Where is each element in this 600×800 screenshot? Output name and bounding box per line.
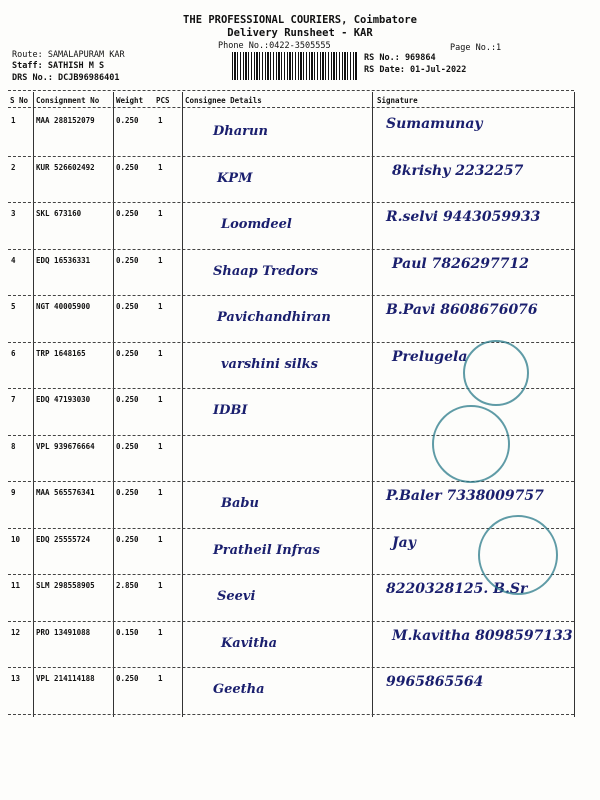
col-consignment: Consignment No — [36, 96, 100, 105]
signature-handwriting: Jay — [392, 534, 416, 551]
row-weight: 0.250 — [116, 395, 139, 404]
row-sno: 13 — [11, 674, 21, 683]
row-consignment: SKL 673160 — [36, 209, 82, 218]
row-consignment: PRO 13491088 — [36, 627, 91, 637]
rs-number: RS No.: 969864 — [364, 53, 436, 63]
signature-handwriting: B.Pavi 8608676076 — [386, 302, 538, 318]
row-weight: 0.150 — [116, 627, 139, 637]
row-weight: 2.850 — [116, 581, 139, 590]
consignee-handwriting: Dharun — [213, 124, 268, 139]
row-pcs: 1 — [158, 488, 163, 497]
sheet-title: Delivery Runsheet - KAR — [227, 27, 373, 39]
signature-handwriting: 8220328125. B.Sr — [386, 581, 528, 597]
table-row — [8, 296, 574, 342]
row-sno: 12 — [11, 627, 21, 637]
row-pcs: 1 — [158, 255, 163, 265]
row-sno: 3 — [11, 209, 16, 218]
row-sno: 5 — [11, 302, 16, 311]
signature-handwriting: Prelugela — [392, 348, 468, 365]
col-consignee: Consignee Details — [185, 96, 262, 105]
table-row — [8, 482, 574, 528]
header-top-rule — [8, 90, 574, 91]
row-consignment: MAA 565576341 — [36, 488, 95, 497]
col-pcs: PCS — [156, 96, 170, 105]
row-weight: 0.250 — [116, 488, 139, 497]
infrastructure-seal-icon — [478, 515, 558, 595]
company-stamp-icon — [463, 340, 529, 406]
row-pcs: 1 — [158, 116, 163, 125]
company-title: THE PROFESSIONAL COURIERS, Coimbatore — [183, 14, 417, 26]
table-row — [8, 250, 574, 296]
row-sno: 2 — [11, 162, 16, 172]
row-weight: 0.250 — [116, 209, 139, 218]
row-weight: 0.250 — [116, 674, 139, 683]
row-weight: 0.250 — [116, 441, 139, 451]
row-consignment: KUR 526602492 — [36, 162, 95, 172]
row-pcs: 1 — [158, 534, 163, 544]
consignee-handwriting: varshini silks — [221, 356, 318, 372]
row-consignment: EDQ 47193030 — [36, 395, 91, 404]
row-pcs: 1 — [158, 209, 163, 218]
row-consignment: SLM 298558905 — [36, 581, 95, 590]
col-weight: Weight — [116, 96, 144, 105]
row-pcs: 1 — [158, 581, 163, 590]
header-bottom-rule — [8, 107, 574, 108]
col-signature: Signature — [377, 96, 418, 105]
consignee-handwriting: Pratheil Infras — [213, 542, 320, 558]
divider-right — [574, 92, 575, 717]
row-consignment: EDQ 25555724 — [36, 534, 91, 544]
row-sno: 8 — [11, 441, 16, 451]
round-seal-icon — [432, 405, 510, 483]
row-pcs: 1 — [158, 395, 163, 404]
row-sno: 7 — [11, 395, 16, 404]
row-weight: 0.250 — [116, 348, 139, 358]
drs-number: DRS No.: DCJB96986401 — [12, 73, 120, 83]
page-number: Page No.:1 — [450, 43, 502, 53]
row-consignment: EDQ 16536331 — [36, 255, 91, 265]
signature-handwriting: Paul 7826297712 — [392, 255, 530, 272]
table-row — [8, 668, 574, 714]
row-weight: 0.250 — [116, 116, 139, 125]
row-pcs: 1 — [158, 348, 163, 358]
row-pcs: 1 — [158, 162, 163, 172]
consignee-handwriting: Pavichandhiran — [217, 310, 331, 325]
row-consignment: TRP 1648165 — [36, 348, 86, 358]
table-row — [8, 622, 574, 668]
row-consignment: NGT 40005900 — [36, 302, 91, 311]
row-pcs: 1 — [158, 627, 163, 637]
row-consignment: MAA 288152079 — [36, 116, 95, 125]
consignee-handwriting: Geetha — [213, 682, 265, 697]
row-sno: 4 — [11, 255, 16, 265]
signature-handwriting: 9965865564 — [386, 674, 484, 690]
row-pcs: 1 — [158, 674, 163, 683]
row-sno: 9 — [11, 488, 16, 497]
consignee-handwriting: Kavitha — [221, 635, 278, 651]
signature-handwriting: Sumamunay — [386, 116, 483, 132]
row-pcs: 1 — [158, 302, 163, 311]
row-sno: 1 — [11, 116, 16, 125]
table-row — [8, 157, 574, 203]
col-sno: S No — [10, 96, 29, 105]
consignee-handwriting: KPM — [217, 170, 253, 186]
consignee-handwriting: Seevi — [217, 589, 256, 604]
row-consignment: VPL 939676664 — [36, 441, 95, 451]
row-sno: 10 — [11, 534, 21, 544]
row-pcs: 1 — [158, 441, 163, 451]
barcode — [232, 52, 358, 80]
row-weight: 0.250 — [116, 162, 139, 172]
consignee-handwriting: Loomdeel — [221, 217, 292, 232]
signature-handwriting: P.Baler 7338009757 — [386, 488, 544, 504]
row-sno: 11 — [11, 581, 21, 590]
staff-label: Staff: SATHISH M S — [12, 61, 105, 71]
signature-handwriting: R.selvi 9443059933 — [386, 209, 541, 225]
row-divider — [8, 714, 574, 715]
consignee-handwriting: IDBI — [213, 403, 248, 418]
row-weight: 0.250 — [116, 255, 139, 265]
table-row — [8, 110, 574, 156]
consignee-handwriting: Babu — [221, 496, 259, 511]
consignee-handwriting: Shaap Tredors — [213, 263, 319, 279]
row-consignment: VPL 214114188 — [36, 674, 95, 683]
signature-handwriting: M.kavitha 8098597133 — [392, 627, 573, 644]
row-sno: 6 — [11, 348, 16, 358]
table-row — [8, 203, 574, 249]
signature-handwriting: 8krishy 2232257 — [392, 162, 524, 179]
row-weight: 0.250 — [116, 534, 139, 544]
phone-number: Phone No.:0422-3505555 — [218, 41, 331, 51]
row-weight: 0.250 — [116, 302, 139, 311]
rs-date: RS Date: 01-Jul-2022 — [364, 65, 467, 75]
route-label: Route: SAMALAPURAM KAR — [12, 50, 125, 60]
